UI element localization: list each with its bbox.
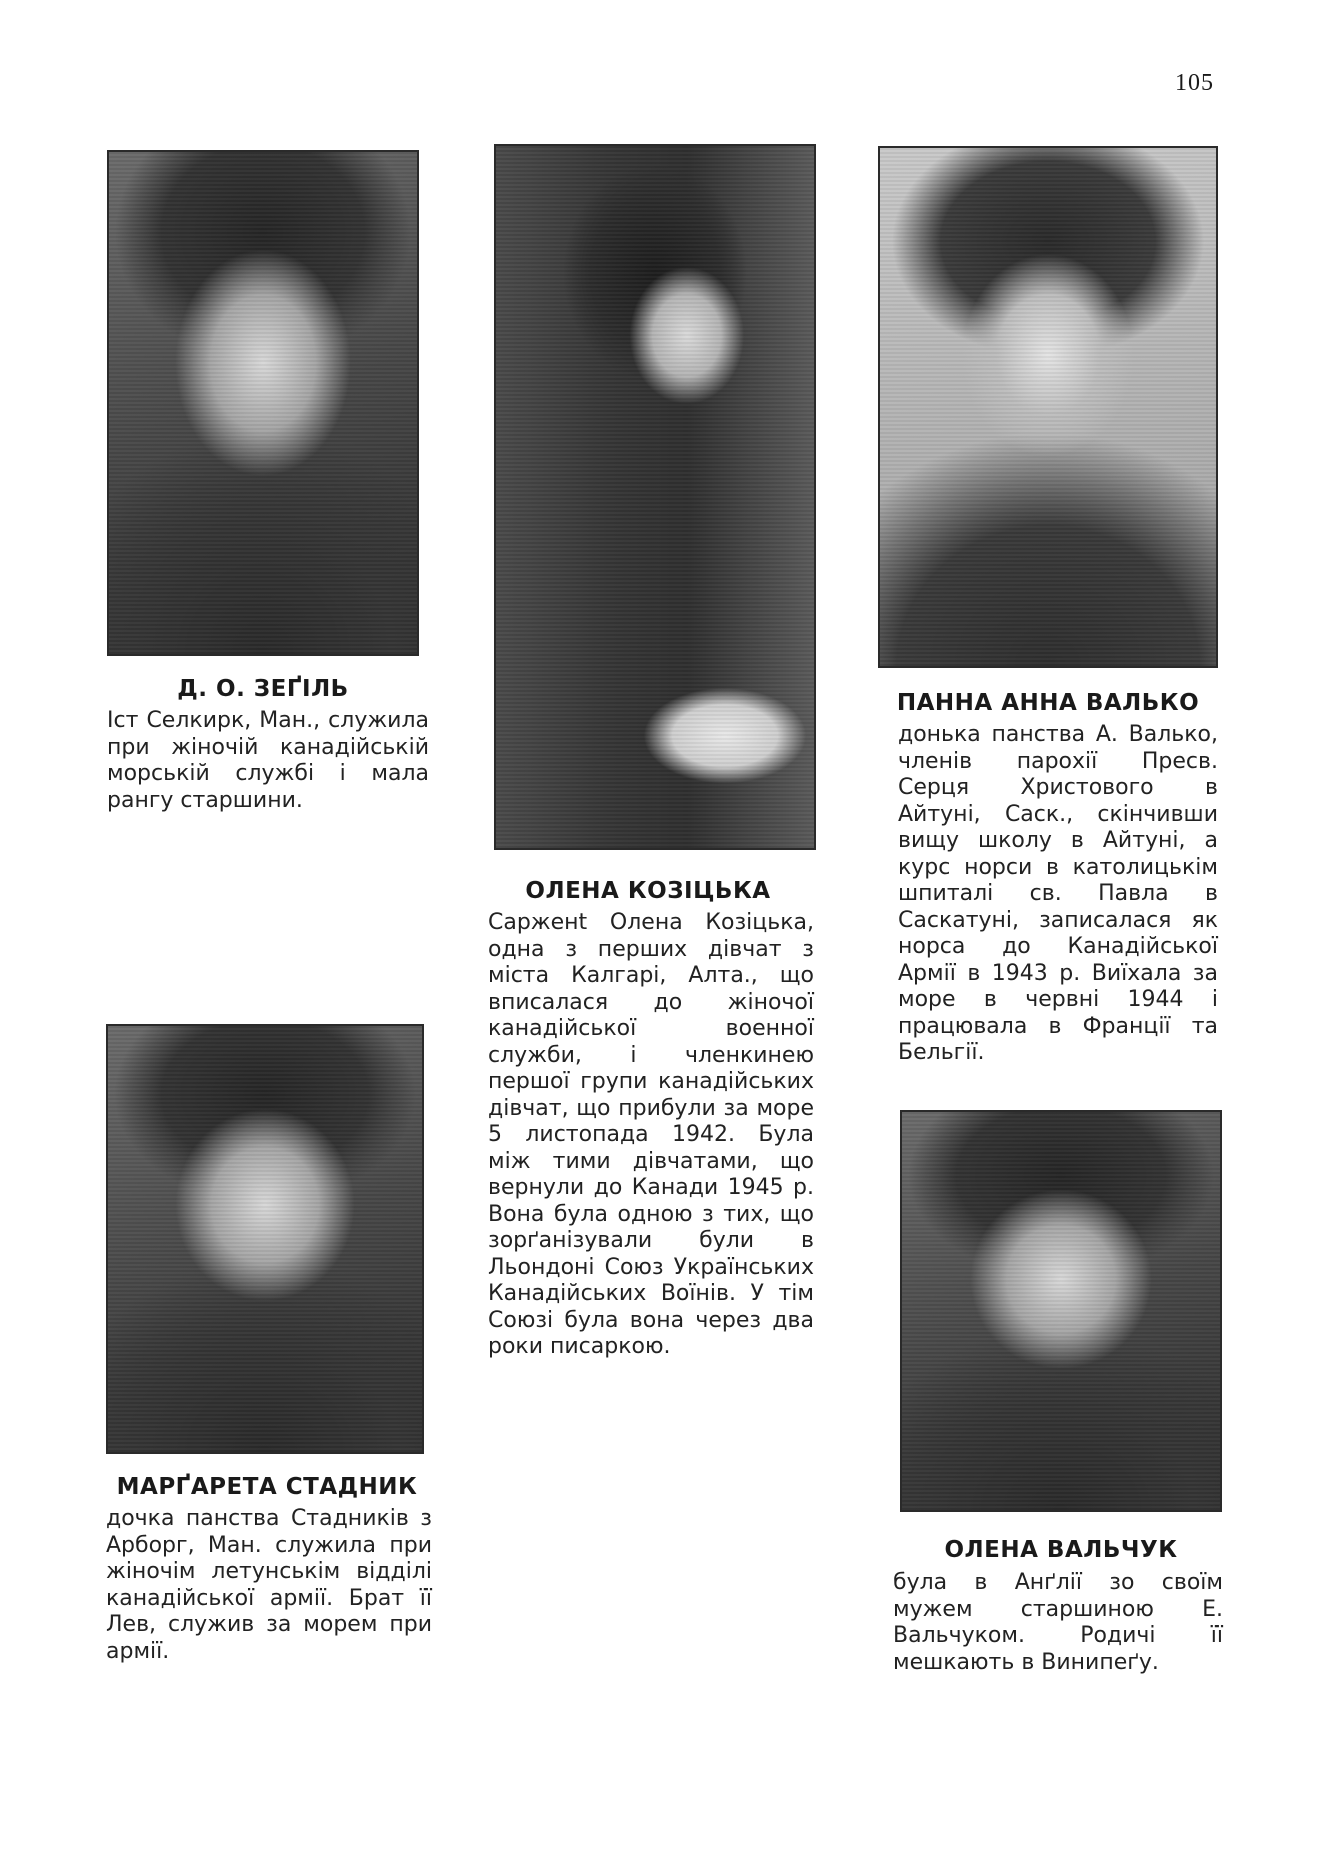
name-kozitska: ОЛЕНА КОЗІЦЬКА — [525, 878, 771, 904]
name-valko: ПАННА АННА ВАЛЬКО — [896, 690, 1200, 716]
caption-zehil: Іст Селкирк, Ман., служила при жіночій канадійській морській службі і мала рангу старшини. — [107, 708, 429, 813]
photo-stadnyk — [106, 1024, 424, 1454]
photo-valchuk — [900, 1110, 1222, 1512]
photo-kozitska — [494, 144, 816, 850]
name-stadnyk: МАРҐАРЕТА СТАДНИК — [116, 1474, 418, 1500]
caption-kozitska: Сарженt Олена Козіцька, одна з перших дівчат з міста Калгарі, Алта., що вписалася до жіночої канадійської военної служби, і членкинею першої групи канадійських дівчат, що прибули за море 5 листопада 1942. Була між тими дівчатами, що вернули до Канади 1945 р. Вона була одною з тих, що зорґанізували були в Льондоні Союз Українських Канадійських Воїнів. У тім Союзі була вона через два роки писаркою. — [488, 910, 814, 1359]
name-zehil: Д. О. ЗЕҐІЛЬ — [177, 676, 349, 702]
photo-zehil — [107, 150, 419, 656]
caption-stadnyk: дочка панства Стадників з Арборг, Ман. служила при жіночім летунськім відділі канадійської армії. Брат її Лев, служив за морем при армії. — [106, 1506, 432, 1664]
name-valchuk: ОЛЕНА ВАЛЬЧУК — [944, 1537, 1178, 1563]
photo-valko — [878, 146, 1218, 668]
caption-valchuk: була в Анґлії зо своїм мужем старшиною Е. Вальчуком. Родичі її мешкають в Винипеґу. — [893, 1570, 1223, 1675]
caption-valko: донька панства А. Валько, членів парохії Пресв. Серця Христового в Айтуні, Саск., скінчивши вищу школу в Айтуні, а курс норси в католицькім шпиталі св. Павла в Саскатуні, записалася як норса до Канадійської Армії в 1943 р. Виїхала за море в червні 1944 і працювала в Франції та Бельгії. — [898, 722, 1218, 1065]
page-number: 105 — [1175, 70, 1214, 96]
